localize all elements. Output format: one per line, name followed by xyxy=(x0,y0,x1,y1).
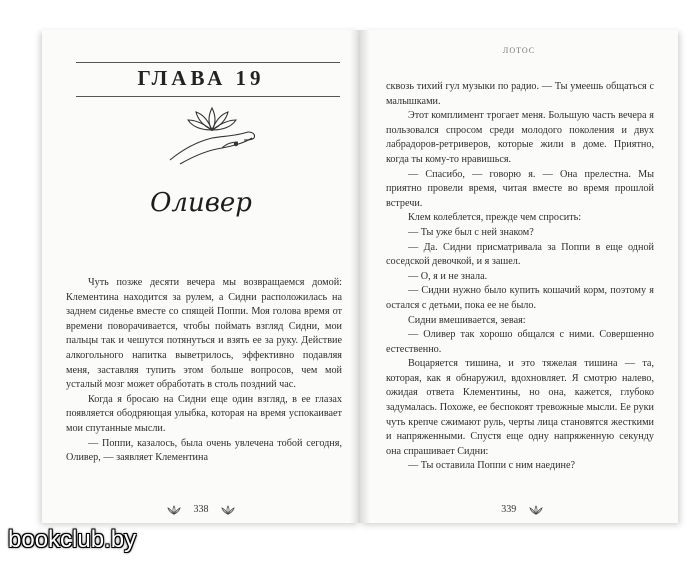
paragraph: Этот комплимент трогает меня. Большую часть вечера я пользовался спросом среди молодого поколения и двух лабрадоров-ретриверов, которые жили в доме. Приятно, когда ты кому-то нравишься. xyxy=(386,110,654,165)
left-page-footer xyxy=(42,504,360,515)
pov-character-name: Оливер xyxy=(150,188,252,218)
left-page xyxy=(42,30,360,523)
paragraph: — О, я и не знала. xyxy=(408,270,488,282)
paragraph: Сидни вмешивается, зевая: xyxy=(408,314,526,326)
lotus-hand-emblem xyxy=(152,102,272,172)
lotus-ornament-icon xyxy=(527,505,545,515)
lotus-ornament-icon xyxy=(165,505,183,515)
paragraph: — Спасибо, — говорю я. — Она прелестна. Мы приятно провели время, читая вместе во время прошлой встречи. xyxy=(386,168,654,209)
paragraph: Чуть позже десяти вечера мы возвращаемся домой: Клементина находится за рулем, а Сидни расположилась на заднем сиденье вместе со спящей Поппи. Моя голова время от времени поворачивается, чтобы поймать взгляд Сидни, мои пальцы так и чешутся потянуться и взять ее за руку. Действие алкогольного напитка выветрилось, эффективно подавляя меня, заставляя тупить этом больше вопросов, чем мой усталый мозг может обработать в столь поздний час. xyxy=(66,277,342,391)
right-page-text xyxy=(386,80,654,474)
paragraph: Когда я бросаю на Сидни еще один взгляд, в ее глазах появляется ободряющая улыбка, которая на время успокаивает мои спутанные мысли. xyxy=(66,393,342,434)
right-page xyxy=(360,30,678,523)
page-number: 338 xyxy=(193,504,209,515)
paragraph: сквозь тихий гул музыки по радио. — Ты умеешь общаться с малышками. xyxy=(386,81,654,107)
chapter-title: ГЛАВА 19 xyxy=(137,66,265,90)
paragraph: — Ты оставила Поппи с ним наедине? xyxy=(408,460,576,472)
left-page-text xyxy=(66,276,342,466)
page-number: 339 xyxy=(501,504,517,515)
chapter-rule-bottom xyxy=(76,96,340,97)
paragraph: Воцаряется тишина, и это тяжелая тишина — та, которая, как я обнаружил, вдохновляет. Я смотрю налево, ожидая ответа Клементины, но она, кажется, глубоко задумалась. Похоже, ее беспокоят тревожные мысли. Ее руки чуть крепче сжимают руль, черты лица становятся жесткими и напряженными. Спустя еще одну напряженную секунду она спрашивает Сидни: xyxy=(386,358,654,457)
chapter-rule-top xyxy=(76,62,340,63)
paragraph: Клем колеблется, прежде чем спросить: xyxy=(408,212,582,224)
book-gutter xyxy=(350,30,370,523)
paragraph: — Оливер так хорошо общался с ними. Совершенно естественно. xyxy=(386,329,654,355)
site-watermark: bookclub.by xyxy=(8,526,137,553)
paragraph: — Поппи, казалось, была очень увлечена тобой сегодня, Оливер, — заявляет Клементина xyxy=(66,437,342,464)
paragraph: — Ты уже был с ней знаком? xyxy=(408,226,534,238)
paragraph: — Да. Сидни присматривала за Поппи в еще одной соседской девочкой, и я зашел. xyxy=(386,241,654,268)
paragraph: — Сидни нужно было купить кошачий корм, поэтому я остался с детьми, пока ее не было. xyxy=(386,285,654,311)
running-head: ЛОТОС xyxy=(502,46,536,55)
right-page-footer xyxy=(360,504,678,515)
lotus-ornament-icon xyxy=(219,505,237,515)
